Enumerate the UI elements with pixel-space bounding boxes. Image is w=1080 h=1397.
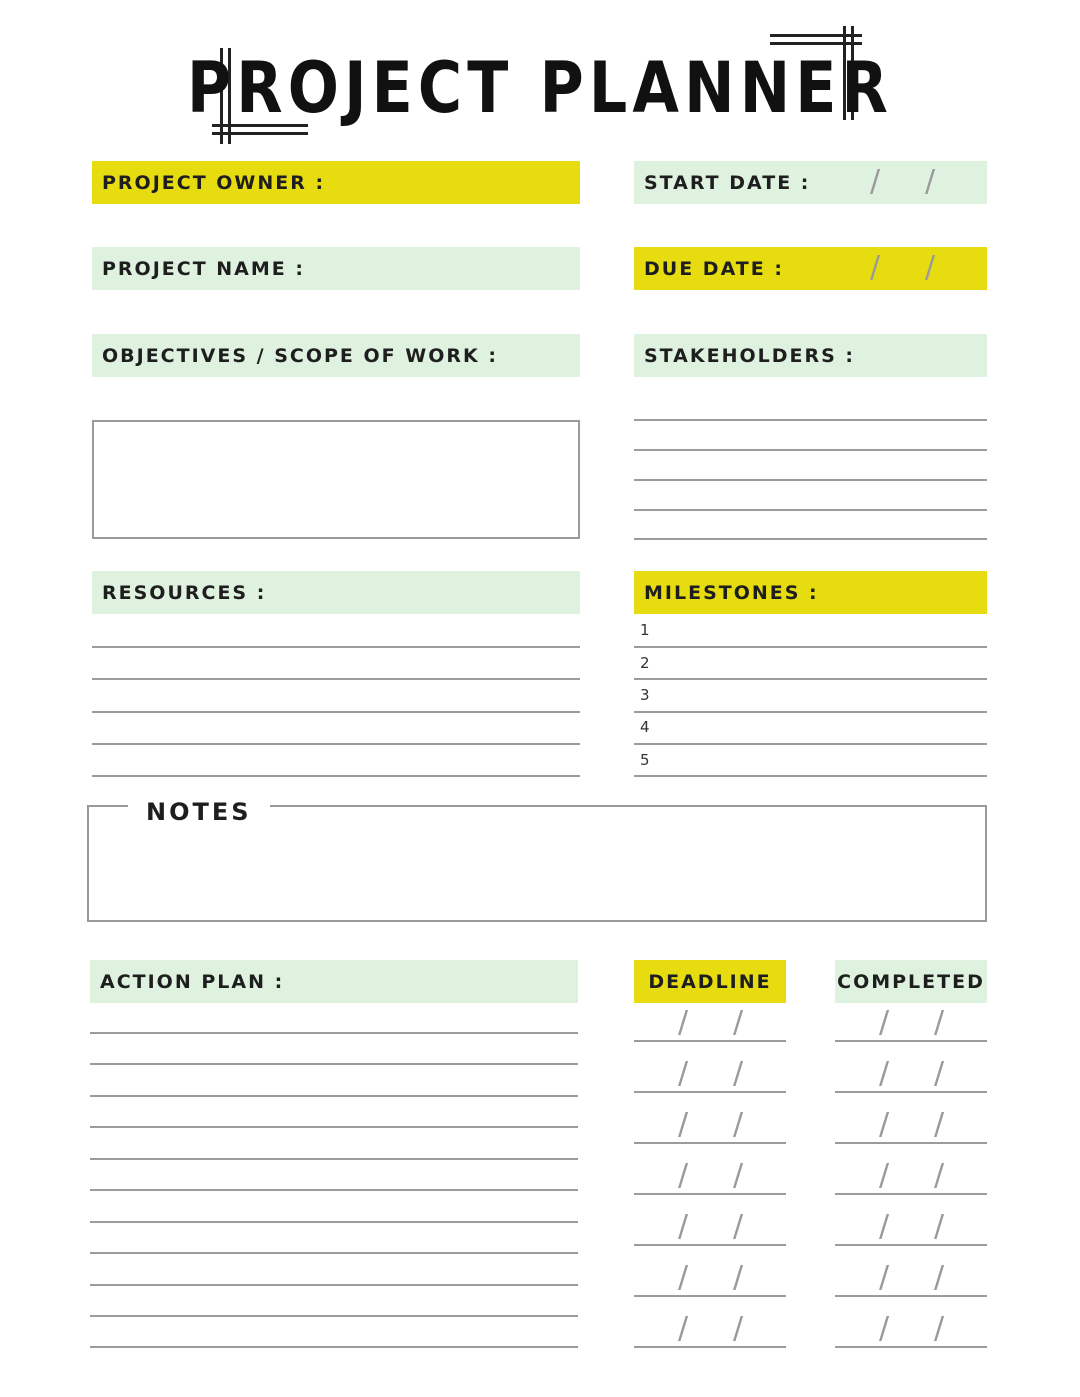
resource-line[interactable] bbox=[92, 775, 580, 777]
completed-date-slash: / bbox=[879, 1311, 890, 1346]
action-plan-line[interactable] bbox=[90, 1252, 578, 1254]
deadline-date-line[interactable] bbox=[634, 1346, 786, 1348]
deadline-date-line[interactable] bbox=[634, 1091, 786, 1093]
completed-date-slash: / bbox=[934, 1056, 945, 1091]
deadline-date-slash: / bbox=[678, 1158, 689, 1193]
start-date-slash-1: / bbox=[870, 164, 881, 199]
action-plan-line[interactable] bbox=[90, 1346, 578, 1348]
completed-date-slash: / bbox=[934, 1260, 945, 1295]
milestones-label: MILESTONES : bbox=[644, 581, 819, 604]
completed-date-slash: / bbox=[934, 1158, 945, 1193]
completed-date-slash: / bbox=[934, 1311, 945, 1346]
deadline-date-slash: / bbox=[733, 1209, 744, 1244]
completed-date-line[interactable] bbox=[835, 1295, 987, 1297]
milestone-line[interactable] bbox=[634, 743, 987, 745]
due-date-slash-2: / bbox=[925, 250, 936, 285]
action-plan-line[interactable] bbox=[90, 1126, 578, 1128]
completed-date-slash: / bbox=[934, 1107, 945, 1142]
action-plan-line[interactable] bbox=[90, 1315, 578, 1317]
deadline-date-slash: / bbox=[678, 1107, 689, 1142]
stakeholder-line[interactable] bbox=[634, 479, 987, 481]
completed-label: COMPLETED bbox=[837, 970, 985, 993]
action-plan-line[interactable] bbox=[90, 1221, 578, 1223]
stakeholders-label: STAKEHOLDERS : bbox=[644, 344, 856, 367]
deadline-date-line[interactable] bbox=[634, 1244, 786, 1246]
deadline-date-slash: / bbox=[733, 1107, 744, 1142]
resources-label: RESOURCES : bbox=[102, 581, 267, 604]
completed-date-slash: / bbox=[879, 1056, 890, 1091]
completed-date-line[interactable] bbox=[835, 1193, 987, 1195]
stakeholders-header bbox=[634, 334, 987, 377]
completed-date-line[interactable] bbox=[835, 1244, 987, 1246]
completed-date-slash: / bbox=[879, 1260, 890, 1295]
objectives-header bbox=[92, 334, 580, 377]
completed-date-slash: / bbox=[879, 1158, 890, 1193]
milestone-line[interactable] bbox=[634, 711, 987, 713]
start-date-slash-2: / bbox=[925, 164, 936, 199]
action-plan-line[interactable] bbox=[90, 1284, 578, 1286]
milestone-number: 1 bbox=[640, 621, 650, 639]
deadline-date-line[interactable] bbox=[634, 1193, 786, 1195]
deadline-date-line[interactable] bbox=[634, 1142, 786, 1144]
action-plan-label: ACTION PLAN : bbox=[100, 970, 285, 993]
deadline-label: DEADLINE bbox=[648, 970, 772, 993]
project-owner-label: PROJECT OWNER : bbox=[102, 171, 326, 194]
stakeholder-line[interactable] bbox=[634, 509, 987, 511]
page-title: PROJECT PLANNER bbox=[186, 47, 894, 129]
milestone-line[interactable] bbox=[634, 646, 987, 648]
completed-date-line[interactable] bbox=[835, 1040, 987, 1042]
action-plan-line[interactable] bbox=[90, 1095, 578, 1097]
completed-date-slash: / bbox=[934, 1005, 945, 1040]
resource-line[interactable] bbox=[92, 711, 580, 713]
milestone-number: 3 bbox=[640, 686, 650, 704]
project-owner-field[interactable] bbox=[92, 161, 580, 204]
resources-header bbox=[92, 571, 580, 614]
milestone-number: 2 bbox=[640, 654, 650, 672]
completed-date-line[interactable] bbox=[835, 1346, 987, 1348]
start-date-label: START DATE : bbox=[644, 171, 811, 194]
milestone-number: 4 bbox=[640, 718, 650, 736]
completed-date-slash: / bbox=[879, 1209, 890, 1244]
action-plan-line[interactable] bbox=[90, 1158, 578, 1160]
deadline-date-slash: / bbox=[733, 1158, 744, 1193]
title-frame-right-horizontal-1 bbox=[770, 34, 862, 37]
completed-date-line[interactable] bbox=[835, 1091, 987, 1093]
resource-line[interactable] bbox=[92, 678, 580, 680]
stakeholder-line[interactable] bbox=[634, 449, 987, 451]
deadline-date-slash: / bbox=[733, 1311, 744, 1346]
deadline-date-slash: / bbox=[678, 1056, 689, 1091]
completed-date-line[interactable] bbox=[835, 1142, 987, 1144]
action-plan-header bbox=[90, 960, 578, 1003]
milestones-header bbox=[634, 571, 987, 614]
action-plan-line[interactable] bbox=[90, 1032, 578, 1034]
action-plan-line[interactable] bbox=[90, 1063, 578, 1065]
deadline-date-slash: / bbox=[678, 1260, 689, 1295]
deadline-date-line[interactable] bbox=[634, 1040, 786, 1042]
completed-date-slash: / bbox=[879, 1005, 890, 1040]
milestone-line[interactable] bbox=[634, 775, 987, 777]
project-name-label: PROJECT NAME : bbox=[102, 257, 305, 280]
due-date-label: DUE DATE : bbox=[644, 257, 784, 280]
deadline-date-line[interactable] bbox=[634, 1295, 786, 1297]
deadline-date-slash: / bbox=[678, 1005, 689, 1040]
deadline-date-slash: / bbox=[678, 1209, 689, 1244]
action-plan-line[interactable] bbox=[90, 1189, 578, 1191]
objectives-textbox[interactable] bbox=[92, 420, 580, 539]
resource-line[interactable] bbox=[92, 743, 580, 745]
deadline-date-slash: / bbox=[733, 1056, 744, 1091]
completed-date-slash: / bbox=[879, 1107, 890, 1142]
stakeholder-line[interactable] bbox=[634, 538, 987, 540]
completed-header bbox=[835, 960, 987, 1003]
deadline-date-slash: / bbox=[678, 1311, 689, 1346]
title-frame-left-horizontal-2 bbox=[212, 132, 308, 135]
deadline-date-slash: / bbox=[733, 1260, 744, 1295]
deadline-date-slash: / bbox=[733, 1005, 744, 1040]
notes-label: NOTES bbox=[128, 796, 270, 828]
resource-line[interactable] bbox=[92, 646, 580, 648]
stakeholder-line[interactable] bbox=[634, 419, 987, 421]
due-date-slash-1: / bbox=[870, 250, 881, 285]
project-name-field[interactable] bbox=[92, 247, 580, 290]
milestone-number: 5 bbox=[640, 751, 650, 769]
deadline-header bbox=[634, 960, 786, 1003]
milestone-line[interactable] bbox=[634, 678, 987, 680]
objectives-label: OBJECTIVES / SCOPE OF WORK : bbox=[102, 344, 498, 367]
completed-date-slash: / bbox=[934, 1209, 945, 1244]
